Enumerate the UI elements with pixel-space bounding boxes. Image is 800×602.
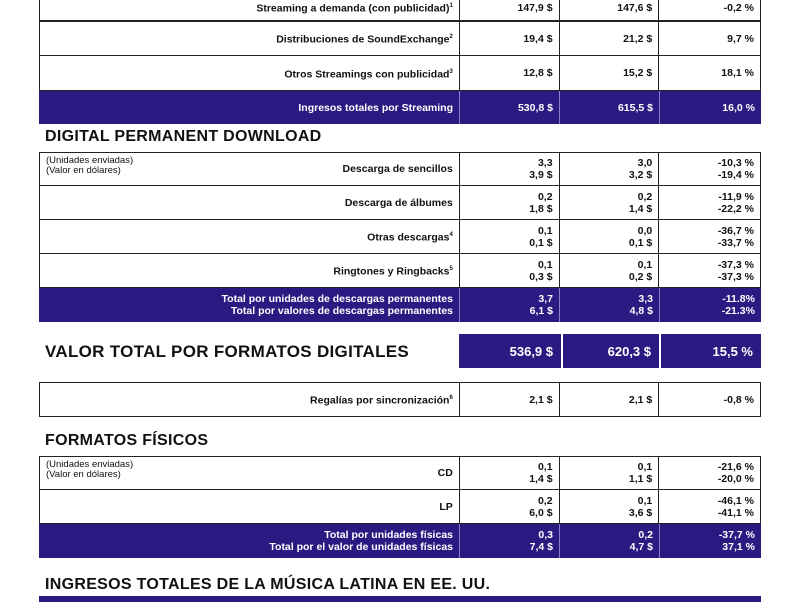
value-change: -0,8 % bbox=[723, 393, 754, 406]
value-2019: 19,4 $ bbox=[523, 32, 553, 45]
value-2020: 4,8 $ bbox=[629, 305, 653, 317]
units-2020: 0,1 bbox=[637, 494, 653, 507]
unit-note: (Unidades enviadas) (Valor en dólares) bbox=[46, 459, 134, 480]
units-change: -11.8% bbox=[722, 293, 755, 305]
value-2020: 3,6 $ bbox=[628, 506, 653, 519]
units-2019: 3,7 bbox=[538, 293, 553, 305]
units-change: -36,7 % bbox=[717, 224, 754, 237]
row-label: Descarga de álbumes bbox=[344, 196, 453, 209]
digital-total-change: 15,5 % bbox=[661, 334, 761, 368]
value-2019: 12,8 $ bbox=[523, 67, 553, 79]
value-2019: 7,4 $ bbox=[529, 541, 553, 553]
digital-total-heading: VALOR TOTAL POR FORMATOS DIGITALES bbox=[45, 342, 410, 361]
value-change: -19,4 % bbox=[717, 169, 754, 181]
units-change: -46,1 % bbox=[717, 494, 754, 507]
section-heading-physical: FORMATOS FÍSICOS bbox=[45, 432, 209, 449]
value-change: -21.3% bbox=[721, 305, 755, 317]
table-row bbox=[39, 21, 761, 56]
total-label: Total por unidades de descargas permanentes Total por valores de descargas permanentes bbox=[221, 293, 453, 317]
table-row bbox=[39, 219, 761, 254]
value-2019: 0,3 $ bbox=[529, 270, 553, 283]
table-row bbox=[39, 152, 761, 186]
row-label: Distribuciones de SoundExchange$^2$ bbox=[276, 33, 453, 46]
total-row bbox=[39, 91, 761, 124]
units-2020: 0,1 bbox=[637, 258, 653, 271]
unit-note: (Unidades enviadas) (Valor en dólares) bbox=[46, 155, 134, 176]
value-2020: 21,2 $ bbox=[623, 32, 653, 45]
units-2020: 0,2 bbox=[637, 190, 653, 203]
value-2019: 1,8 $ bbox=[529, 202, 553, 215]
value-2019: 147,9 $ bbox=[517, 1, 553, 14]
value-change: -37,3 % bbox=[717, 270, 754, 283]
value-change: 37,1 % bbox=[722, 541, 755, 553]
row-label: Streaming a demanda (con publicidad)$^1$ bbox=[256, 2, 453, 15]
latin-total-heading: INGRESOS TOTALES DE LA MÚSICA LATINA EN EE. UU. bbox=[45, 576, 491, 593]
value-2019: 2,1 $ bbox=[529, 393, 553, 406]
total-label: Total por unidades físicas Total por el valor de unidades físicas bbox=[269, 529, 453, 553]
value-2020: 1,4 $ bbox=[628, 202, 653, 215]
value-2019: 530,8 $ bbox=[517, 101, 553, 114]
units-2019: 3,3 bbox=[537, 157, 553, 169]
section-heading-download: DIGITAL PERMANENT DOWNLOAD bbox=[45, 128, 322, 145]
row-label: Ringtones y Ringbacks$^5$ bbox=[333, 265, 453, 278]
value-change: 18,1 % bbox=[721, 67, 754, 79]
value-change: -33,7 % bbox=[717, 236, 754, 249]
units-2020: 3,0 bbox=[637, 157, 653, 169]
units-2019: 0,3 bbox=[538, 529, 553, 541]
value-2019: 3,9 $ bbox=[529, 169, 553, 181]
units-2020: 0,2 bbox=[638, 529, 653, 541]
table-row bbox=[39, 382, 761, 417]
value-2020: 147,6 $ bbox=[617, 1, 653, 14]
table-row bbox=[39, 0, 761, 21]
value-2019: 1,4 $ bbox=[529, 473, 553, 485]
value-change: -41,1 % bbox=[717, 506, 754, 519]
units-2019: 0,1 bbox=[537, 461, 553, 473]
units-change: -21,6 % bbox=[717, 461, 754, 473]
total-row bbox=[39, 288, 761, 322]
units-change: -37,3 % bbox=[717, 258, 754, 271]
value-2020: 615,5 $ bbox=[617, 101, 653, 114]
table-row bbox=[39, 489, 761, 524]
units-change: -37,7 % bbox=[718, 529, 755, 541]
row-label: Otras descargas$^4$ bbox=[367, 231, 453, 244]
units-2019: 0,1 bbox=[537, 258, 553, 271]
value-2020: 0,1 $ bbox=[628, 236, 653, 249]
table-row bbox=[39, 253, 761, 288]
digital-total-2020: 620,3 $ bbox=[563, 334, 659, 368]
units-2020: 0,0 bbox=[637, 224, 653, 237]
units-change: -11,9 % bbox=[718, 190, 754, 203]
value-2020: 4,7 $ bbox=[629, 541, 653, 553]
digital-total-2019: 536,9 $ bbox=[459, 334, 561, 368]
row-label: Descarga de sencillos bbox=[342, 163, 453, 175]
units-2020: 3,3 bbox=[638, 293, 653, 305]
value-change: -20,0 % bbox=[717, 473, 754, 485]
value-2019: 6,1 $ bbox=[529, 305, 553, 317]
row-label: Regalías por sincronización$^6$ bbox=[310, 394, 453, 407]
latin-total-bar bbox=[39, 596, 761, 602]
value-2020: 1,1 $ bbox=[628, 473, 653, 485]
value-2020: 15,2 $ bbox=[623, 67, 653, 79]
total-row bbox=[39, 524, 761, 558]
row-label: CD bbox=[437, 467, 453, 479]
units-change: -10,3 % bbox=[717, 157, 754, 169]
units-2020: 0,1 bbox=[637, 461, 653, 473]
value-2019: 6,0 $ bbox=[529, 506, 553, 519]
units-2019: 0,2 bbox=[537, 190, 553, 203]
value-2019: 0,1 $ bbox=[529, 236, 553, 249]
table-row bbox=[39, 185, 761, 220]
value-change: 9,7 % bbox=[727, 32, 754, 45]
total-label: Ingresos totales por Streaming bbox=[298, 101, 453, 114]
table-row bbox=[39, 456, 761, 490]
table-row bbox=[39, 55, 761, 91]
value-change: -0,2 % bbox=[723, 1, 754, 14]
units-2019: 0,2 bbox=[537, 494, 553, 507]
value-change: 16,0 % bbox=[722, 101, 755, 114]
row-label: Otros Streamings con publicidad$^3$ bbox=[284, 68, 453, 81]
row-label: LP bbox=[439, 500, 453, 513]
value-2020: 3,2 $ bbox=[628, 169, 653, 181]
units-2019: 0,1 bbox=[537, 224, 553, 237]
value-2020: 2,1 $ bbox=[628, 393, 653, 406]
value-2020: 0,2 $ bbox=[628, 270, 653, 283]
value-change: -22,2 % bbox=[717, 202, 754, 215]
